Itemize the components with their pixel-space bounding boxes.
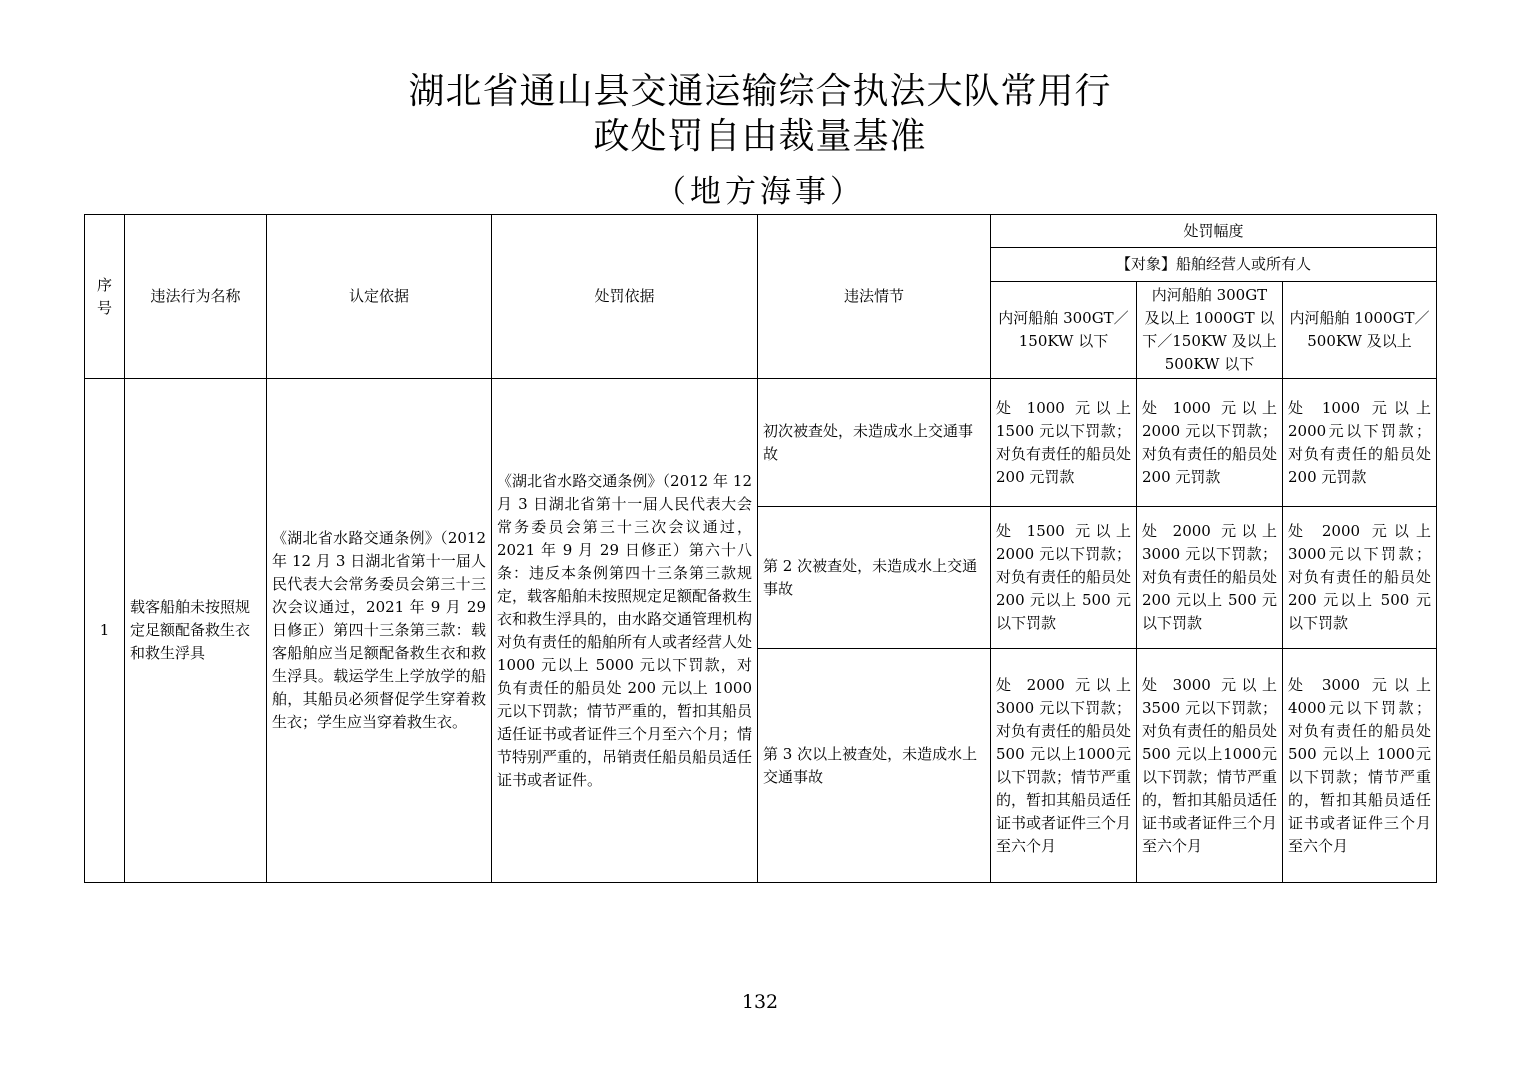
cell-tier2: 处 3000 元以上 3500 元以下罚款；对负有责任的船员处 500 元以上1000元以下罚款；情节严重的，暂扣其船员适任证书或者证件三个月至六个月 [1137,649,1283,883]
penalty-discretion-table [84,214,1437,883]
cell-circumstance: 初次被查处，未造成水上交通事故 [758,379,991,507]
cell-tier3: 处 1000 元以上 2000元以下罚款；对负有责任的船员处 200 元罚款 [1283,379,1437,507]
cell-penalty-basis: 《湖北省水路交通条例》（2012 年 12 月 3 日湖北省第十一届人民代表大会常务委员会第三十三次会议通过，2021 年 9 月 29 日修正）第六十八条：违反本条例第四十三条第三款规定，载客船舶未按照规定足额配备救生衣和救生浮具的，由水路交通管理机构对负有责任的船舶所有人或者经营人处 1000 元以上 5000 元以下罚款，对负有责任的船员处 200 元以上 1000 元以下罚款；情节严重的，暂扣其船员适任证书或者证件三个月至六个月；情节特别严重的，吊销责任船员船员适任证书或者证件。 [492,379,758,883]
header-target: 【对象】船舶经营人或所有人 [991,248,1437,282]
table-row [85,379,1437,507]
header-penalty-basis: 处罚依据 [492,215,758,379]
cell-tier1: 处 1000 元以上 1500 元以下罚款；对负有责任的船员处 200 元罚款 [991,379,1137,507]
header-identification-basis: 认定依据 [267,215,492,379]
cell-circumstance: 第 3 次以上被查处，未造成水上交通事故 [758,649,991,883]
header-violation-name: 违法行为名称 [125,215,267,379]
header-seq: 序号 [85,215,125,379]
cell-tier3: 处 3000 元以上 4000元以下罚款；对负有责任的船员处 500 元以上 1000元以下罚款；情节严重的，暂扣其船员适任证书或者证件三个月至六个月 [1283,649,1437,883]
header-tier3: 内河船舶 1000GT／500KW 及以上 [1283,282,1437,379]
header-penalty-range: 处罚幅度 [991,215,1437,248]
cell-tier2: 处 2000 元以上 3000 元以下罚款；对负有责任的船员处 200 元以上 500 元以下罚款 [1137,507,1283,649]
header-tier2: 内河船舶 300GT 及以上 1000GT 以下／150KW 及以上 500KW 以下 [1137,282,1283,379]
cell-tier1: 处 1500 元以上 2000 元以下罚款；对负有责任的船员处 200 元以上 500 元以下罚款 [991,507,1137,649]
document-title-line1: 湖北省通山县交通运输综合执法大队常用行 [408,71,1112,112]
header-tier1: 内河船舶 300GT／150KW 以下 [991,282,1137,379]
cell-circumstance: 第 2 次被查处，未造成水上交通事故 [758,507,991,649]
cell-tier3: 处 2000 元以上 3000元以下罚款；对负有责任的船员处 200 元以上 500 元以下罚款 [1283,507,1437,649]
cell-tier2: 处 1000 元以上 2000 元以下罚款；对负有责任的船员处 200 元罚款 [1137,379,1283,507]
cell-seq: 1 [85,379,125,883]
page-number: 132 [741,991,779,1013]
cell-tier1: 处 2000 元以上 3000 元以下罚款；对负有责任的船员处 500 元以上1000元以下罚款；情节严重的，暂扣其船员适任证书或者证件三个月至六个月 [991,649,1137,883]
document-subtitle: （地方海事） [655,174,865,210]
header-circumstances: 违法情节 [758,215,991,379]
table-header-row [85,215,1437,248]
document-title-line2: 政处罚自由裁量基准 [593,116,927,157]
cell-identification-basis: 《湖北省水路交通条例》（2012 年 12 月 3 日湖北省第十一届人民代表大会常务委员会第三十三次会议通过，2021 年 9 月 29 日修正）第四十三条第三款：载客船舶应当足额配备救生衣和救生浮具。载运学生上学放学的船舶，其船员必须督促学生穿着救生衣；学生应当穿着救生衣。 [267,379,492,883]
cell-violation-name: 载客船舶未按照规定足额配备救生衣和救生浮具 [125,379,267,883]
